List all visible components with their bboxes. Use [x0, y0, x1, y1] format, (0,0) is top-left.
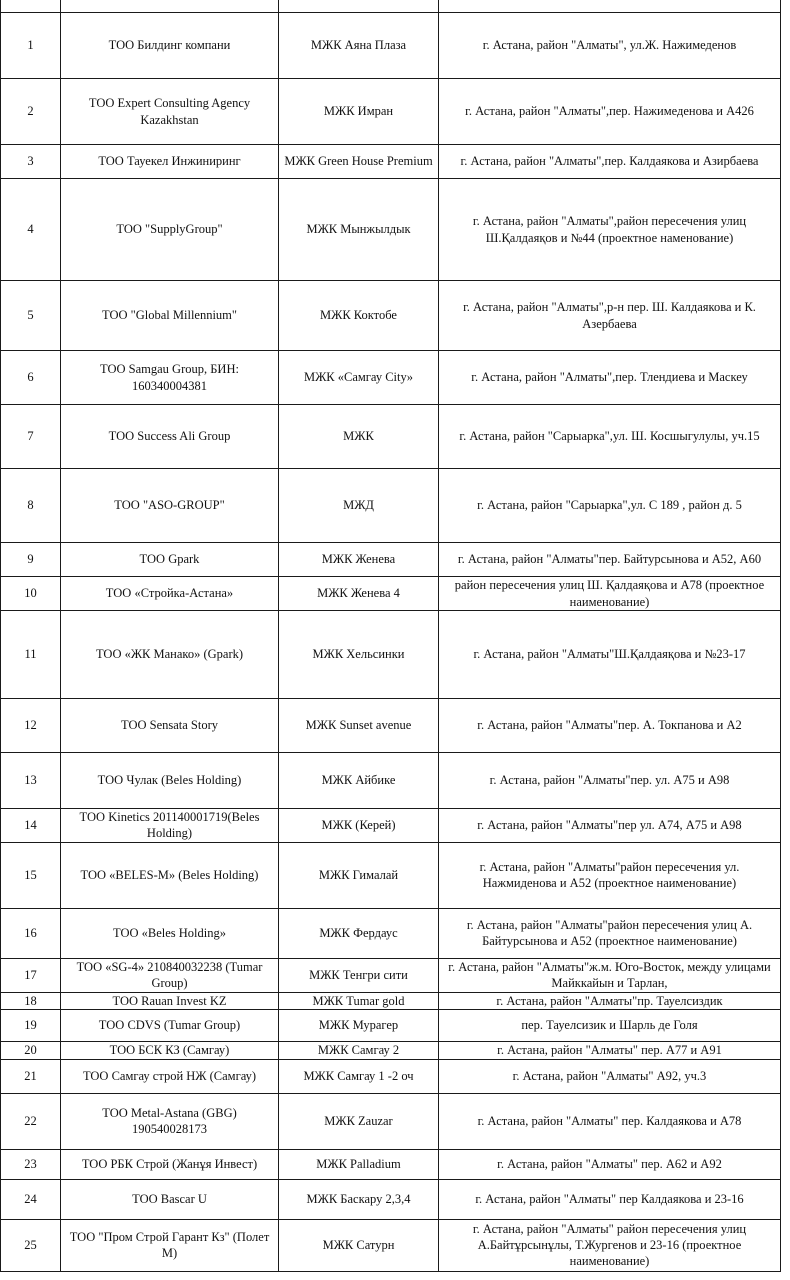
row-number-cell: 25 — [1, 1219, 61, 1271]
row-number-cell: 5 — [1, 281, 61, 351]
row-number-cell: 2 — [1, 79, 61, 145]
row-number-cell: 1 — [1, 13, 61, 79]
table-row — [1, 992, 781, 1009]
row-number-cell: 16 — [1, 908, 61, 958]
organization-name-cell: ТОО Kinetics 201140001719(Beles Holding) — [61, 809, 279, 843]
row-number-cell: 12 — [1, 699, 61, 753]
table-row — [1, 145, 781, 179]
address-cell: г. Астана, район "Алматы"район пересечения ул. Нажмиденова и А52 (проектное наименование) — [439, 842, 781, 908]
address-cell: г. Астана, район "Алматы",пер. Нажимеденова и А426 — [439, 79, 781, 145]
table-row — [1, 1041, 781, 1059]
row-number-cell: 6 — [1, 351, 61, 405]
organization-name-cell: ТОО CDVS (Tumar Group) — [61, 1009, 279, 1041]
organization-name-cell: ТОО Samgau Group, БИН: 160340004381 — [61, 351, 279, 405]
row-number-cell: 4 — [1, 179, 61, 281]
complex-name-cell: МЖК Самгау 2 — [279, 1041, 439, 1059]
address-cell: г. Астана, район "Алматы",пер. Тлендиева и Маскеу — [439, 351, 781, 405]
address-cell: г. Астана, район "Алматы"пер. ул. А75 и А98 — [439, 753, 781, 809]
row-number-cell: 17 — [1, 958, 61, 992]
row-number-cell: 3 — [1, 145, 61, 179]
complex-name-cell — [279, 0, 439, 13]
row-number-cell: 13 — [1, 753, 61, 809]
table-row — [1, 699, 781, 753]
table-row — [1, 958, 781, 992]
organization-name-cell: ТОО "SupplyGroup" — [61, 179, 279, 281]
complex-name-cell: МЖК — [279, 405, 439, 469]
address-cell: г. Астана, район "Сарыарка",ул. С 189 , район д. 5 — [439, 469, 781, 543]
address-cell: г. Астана, район "Алматы",р-н пер. Ш. Калдаякова и К. Азербаева — [439, 281, 781, 351]
table-row — [1, 543, 781, 577]
table-row — [1, 753, 781, 809]
organization-name-cell: ТОО "Пром Строй Гарант Кз" (Полет М) — [61, 1219, 279, 1271]
row-number-cell: 23 — [1, 1149, 61, 1179]
complex-name-cell: МЖК Мынжылдык — [279, 179, 439, 281]
table-row — [1, 809, 781, 843]
address-cell: г. Астана, район "Алматы", ул.Ж. Нажимеденов — [439, 13, 781, 79]
table-row — [1, 0, 781, 13]
table-row — [1, 842, 781, 908]
complex-name-cell: МЖК Женева 4 — [279, 577, 439, 611]
row-number-cell: 22 — [1, 1093, 61, 1149]
table-row — [1, 405, 781, 469]
row-number-cell — [1, 0, 61, 13]
complex-name-cell: МЖК Аяна Плаза — [279, 13, 439, 79]
organization-name-cell: ТОО Тауекел Инжиниринг — [61, 145, 279, 179]
organization-name-cell: ТОО БСК КЗ (Самгау) — [61, 1041, 279, 1059]
row-number-cell: 11 — [1, 611, 61, 699]
table-row — [1, 79, 781, 145]
organization-name-cell: ТОО "Global Millennium" — [61, 281, 279, 351]
complex-name-cell: МЖК Мурагер — [279, 1009, 439, 1041]
complex-name-cell: МЖК Имран — [279, 79, 439, 145]
organization-name-cell: ТОО «BELES-M» (Beles Holding) — [61, 842, 279, 908]
table-row — [1, 469, 781, 543]
row-number-cell: 14 — [1, 809, 61, 843]
address-cell: г. Астана, район "Алматы"Ш.Қалдаяқова и №23-17 — [439, 611, 781, 699]
organization-name-cell: ТОО «Beles Holding» — [61, 908, 279, 958]
address-cell: г. Астана, район "Алматы"район пересечения улиц А. Байтурсынова и А52 (проектное наименование) — [439, 908, 781, 958]
organization-name-cell: ТОО Самгау строй НЖ (Самгау) — [61, 1059, 279, 1093]
row-number-cell: 8 — [1, 469, 61, 543]
complex-name-cell: МЖК Тенгри сити — [279, 958, 439, 992]
complex-name-cell: МЖК Женева — [279, 543, 439, 577]
complex-name-cell: МЖК Самгау 1 -2 оч — [279, 1059, 439, 1093]
table-row — [1, 908, 781, 958]
table-row — [1, 577, 781, 611]
organization-name-cell: ТОО «ЖК Манако» (Gpark) — [61, 611, 279, 699]
row-number-cell: 7 — [1, 405, 61, 469]
address-cell: г. Астана, район "Алматы",пер. Калдаякова и Азирбаева — [439, 145, 781, 179]
row-number-cell: 20 — [1, 1041, 61, 1059]
table-row — [1, 281, 781, 351]
complex-name-cell: МЖК Хельсинки — [279, 611, 439, 699]
table-row — [1, 351, 781, 405]
complex-name-cell: МЖК Коктобе — [279, 281, 439, 351]
organization-name-cell: ТОО Expert Consulting Agency Kazakhstan — [61, 79, 279, 145]
address-cell: г. Астана, район "Алматы" А92, уч.3 — [439, 1059, 781, 1093]
complex-name-cell: МЖК Баскару 2,3,4 — [279, 1179, 439, 1219]
address-cell: г. Астана, район "Алматы"пер. Байтурсынова и А52, А60 — [439, 543, 781, 577]
address-cell: пер. Тауелсизик и Шарль де Голя — [439, 1009, 781, 1041]
organization-name-cell: ТОО «Стройка-Астана» — [61, 577, 279, 611]
address-cell: г. Астана, район "Алматы",район пересечения улиц Ш.Қалдаяқов и №44 (проектное наменование) — [439, 179, 781, 281]
organization-name-cell: ТОО Чулак (Beles Holding) — [61, 753, 279, 809]
address-cell: г. Астана, район "Сарыарка",ул. Ш. Косшыгулулы, уч.15 — [439, 405, 781, 469]
row-number-cell: 21 — [1, 1059, 61, 1093]
table-row — [1, 1219, 781, 1271]
complex-name-cell: МЖК Green House Premium — [279, 145, 439, 179]
complex-name-cell: МЖК Sunset avenue — [279, 699, 439, 753]
organization-name-cell: ТОО Metal-Astana (GBG) 190540028173 — [61, 1093, 279, 1149]
table-row — [1, 1149, 781, 1179]
table-row — [1, 1009, 781, 1041]
complex-name-cell: МЖК Сатурн — [279, 1219, 439, 1271]
registry-table-body — [1, 0, 781, 1271]
organization-name-cell: ТОО Success Ali Group — [61, 405, 279, 469]
organization-name-cell: ТОО РБК Строй (Жанұя Инвест) — [61, 1149, 279, 1179]
organization-name-cell: ТОО «SG-4» 210840032238 (Tumar Group) — [61, 958, 279, 992]
table-row — [1, 179, 781, 281]
table-row — [1, 611, 781, 699]
address-cell: г. Астана, район "Алматы" пер. Калдаякова и А78 — [439, 1093, 781, 1149]
address-cell: район пересечения улиц Ш. Қалдаяқова и А78 (проектное наименование) — [439, 577, 781, 611]
complex-name-cell: МЖК Гималай — [279, 842, 439, 908]
organization-name-cell: ТОО Sensata Story — [61, 699, 279, 753]
organization-name-cell: ТОО Gpark — [61, 543, 279, 577]
row-number-cell: 9 — [1, 543, 61, 577]
table-row — [1, 1093, 781, 1149]
table-row — [1, 1179, 781, 1219]
row-number-cell: 10 — [1, 577, 61, 611]
complex-name-cell: МЖК Palladium — [279, 1149, 439, 1179]
address-cell: г. Астана, район "Алматы" район пересечения улиц А.Байтұрсынұлы, Т.Жургенов и 23-16 (проектное наименование) — [439, 1219, 781, 1271]
address-cell: г. Астана, район "Алматы" пер Калдаякова и 23-16 — [439, 1179, 781, 1219]
address-cell: г. Астана, район "Алматы" пер. А62 и А92 — [439, 1149, 781, 1179]
address-cell: г. Астана, район "Алматы"пер. А. Токпанова и А2 — [439, 699, 781, 753]
complex-name-cell: МЖК Айбике — [279, 753, 439, 809]
complex-name-cell: МЖК Zauzar — [279, 1093, 439, 1149]
organization-name-cell: ТОО "ASO-GROUP" — [61, 469, 279, 543]
address-cell — [439, 0, 781, 13]
row-number-cell: 24 — [1, 1179, 61, 1219]
organization-name-cell: ТОО Билдинг компани — [61, 13, 279, 79]
table-row — [1, 1059, 781, 1093]
address-cell: г. Астана, район "Алматы"ж.м. Юго-Восток, между улицами Майккайын и Тарлан, — [439, 958, 781, 992]
address-cell: г. Астана, район "Алматы"пр. Тауелсиздик — [439, 992, 781, 1009]
address-cell: г. Астана, район "Алматы"пер ул. А74, А75 и А98 — [439, 809, 781, 843]
row-number-cell: 15 — [1, 842, 61, 908]
complex-name-cell: МЖД — [279, 469, 439, 543]
organization-name-cell: ТОО Rauan Invest KZ — [61, 992, 279, 1009]
complex-name-cell: МЖК «Самгау City» — [279, 351, 439, 405]
complex-name-cell: МЖК (Керей) — [279, 809, 439, 843]
row-number-cell: 19 — [1, 1009, 61, 1041]
complex-name-cell: МЖК Фердаус — [279, 908, 439, 958]
address-cell: г. Астана, район "Алматы" пер. А77 и А91 — [439, 1041, 781, 1059]
table-row — [1, 13, 781, 79]
organization-name-cell: ТОО Bascar U — [61, 1179, 279, 1219]
complex-name-cell: МЖК Tumar gold — [279, 992, 439, 1009]
organization-name-cell — [61, 0, 279, 13]
row-number-cell: 18 — [1, 992, 61, 1009]
